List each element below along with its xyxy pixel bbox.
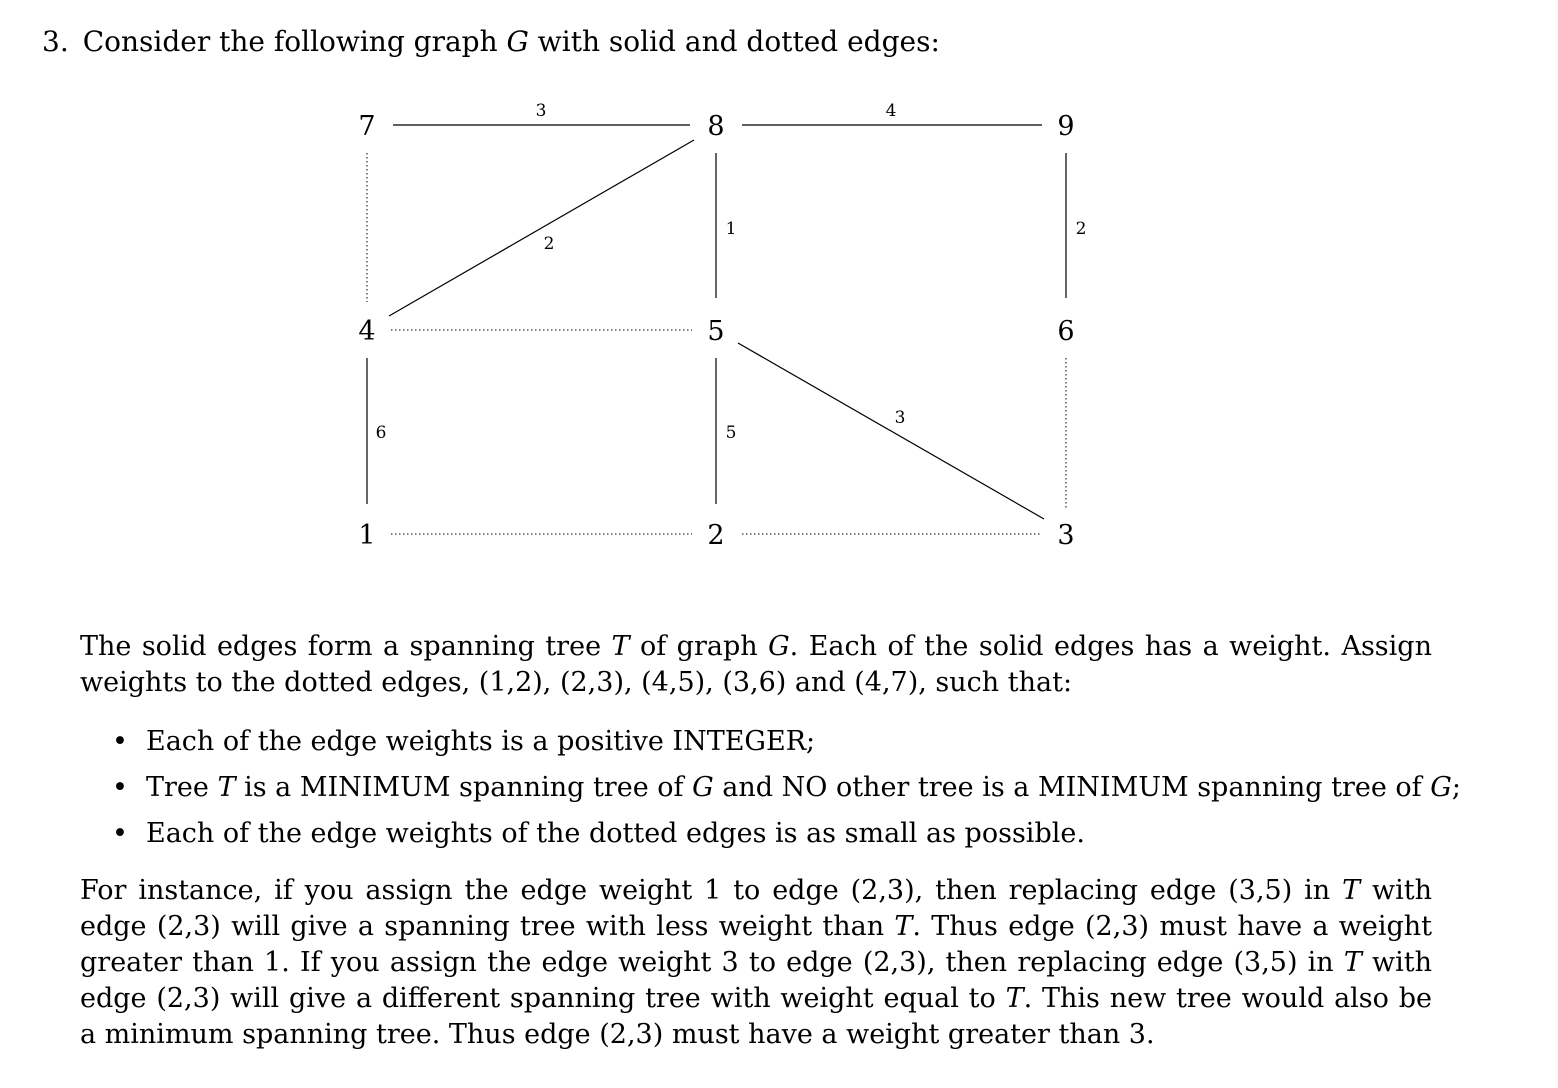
bullet-marker: • <box>112 818 128 849</box>
weight-5-3: 3 <box>894 408 906 428</box>
bullet-marker: • <box>112 726 128 757</box>
weight-9-6: 2 <box>1075 219 1087 239</box>
bullet-2-text-c: and NO other tree is a MINIMUM spanning tree of <box>713 772 1431 803</box>
problem-intro-after: with solid and dotted edges: <box>528 25 940 58</box>
node-7: 7 <box>358 111 376 142</box>
bullet-2-var-t: T <box>217 772 236 803</box>
node-6: 6 <box>1057 316 1075 347</box>
bullet-2-text-b: is a MINIMUM spanning tree of <box>235 772 693 803</box>
paragraph2-text-4: with edge (2,3) will give a different spanning tree with weight equal to <box>80 947 1432 1014</box>
paragraph2-var-t3: T <box>1343 947 1362 978</box>
problem-intro-before: Consider the following graph <box>82 25 507 58</box>
bullet-2-text-d: ; <box>1451 772 1461 803</box>
paragraph2-text-3: . Thus edge (2,3) must have a weight greater than 1. If you assign the edge weight 3 to edge (2,3), then replacing edge (3,5) in <box>80 911 1432 978</box>
node-3: 3 <box>1057 520 1075 551</box>
list-item <box>112 814 1461 860</box>
paragraph1-text-2: of graph <box>629 631 769 662</box>
weight-5-2: 5 <box>725 423 737 443</box>
weight-8-4: 2 <box>543 234 555 254</box>
problem-number: 3. <box>42 25 69 58</box>
list-item <box>112 722 1461 768</box>
weight-4-1: 6 <box>375 423 387 443</box>
paragraph-example <box>80 873 1432 1053</box>
paragraph2-text-2: with edge (2,3) will give a spanning tree with less weight than <box>80 875 1432 942</box>
edge-8-4 <box>389 140 694 316</box>
bullet-2-var-g: G <box>692 772 714 803</box>
node-5: 5 <box>707 316 725 347</box>
node-1: 1 <box>358 520 376 551</box>
problem-intro-var: G <box>506 25 529 58</box>
weight-7-8: 3 <box>535 101 547 121</box>
list-item <box>112 768 1461 814</box>
bullet-3-text: Each of the edge weights of the dotted edges is as small as possible. <box>146 818 1085 849</box>
node-2: 2 <box>707 520 725 551</box>
paragraph1-text-3: . Each of the solid edges has a weight. Assign weights to the dotted edges, (1,2), (2,3), (4,5), (3,6) and (4,7), such that: <box>80 631 1432 698</box>
paragraph2-var-t2: T <box>894 911 913 942</box>
paragraph1-var-t: T <box>611 631 630 662</box>
paragraph1-var-g: G <box>768 631 790 662</box>
bullet-2-text-a: Tree <box>146 772 218 803</box>
paragraph1-text-1: The solid edges form a spanning tree <box>80 631 612 662</box>
bullet-2-var-g2: G <box>1430 772 1452 803</box>
paragraph2-var-t4: T <box>1005 983 1024 1014</box>
node-4: 4 <box>358 316 376 347</box>
bullet-1-text: Each of the edge weights is a positive INTEGER; <box>146 726 816 757</box>
paragraph2-text-5: . This new tree would also be a minimum spanning tree. Thus edge (2,3) must have a weight greater than 3. <box>80 983 1432 1050</box>
weight-8-9: 4 <box>885 101 897 121</box>
graph-weights <box>376 101 1087 443</box>
bullet-marker: • <box>112 772 128 803</box>
node-9: 9 <box>1057 111 1075 142</box>
conditions-list <box>112 722 1461 860</box>
paragraph2-var-t1: T <box>1342 875 1361 906</box>
edge-5-3 <box>738 343 1044 519</box>
paragraph2-text-1: For instance, if you assign the edge weight 1 to edge (2,3), then replacing edge (3,5) in <box>80 875 1343 906</box>
node-8: 8 <box>707 111 725 142</box>
paragraph-spanning-tree <box>80 629 1432 701</box>
weight-8-5: 1 <box>725 219 737 239</box>
